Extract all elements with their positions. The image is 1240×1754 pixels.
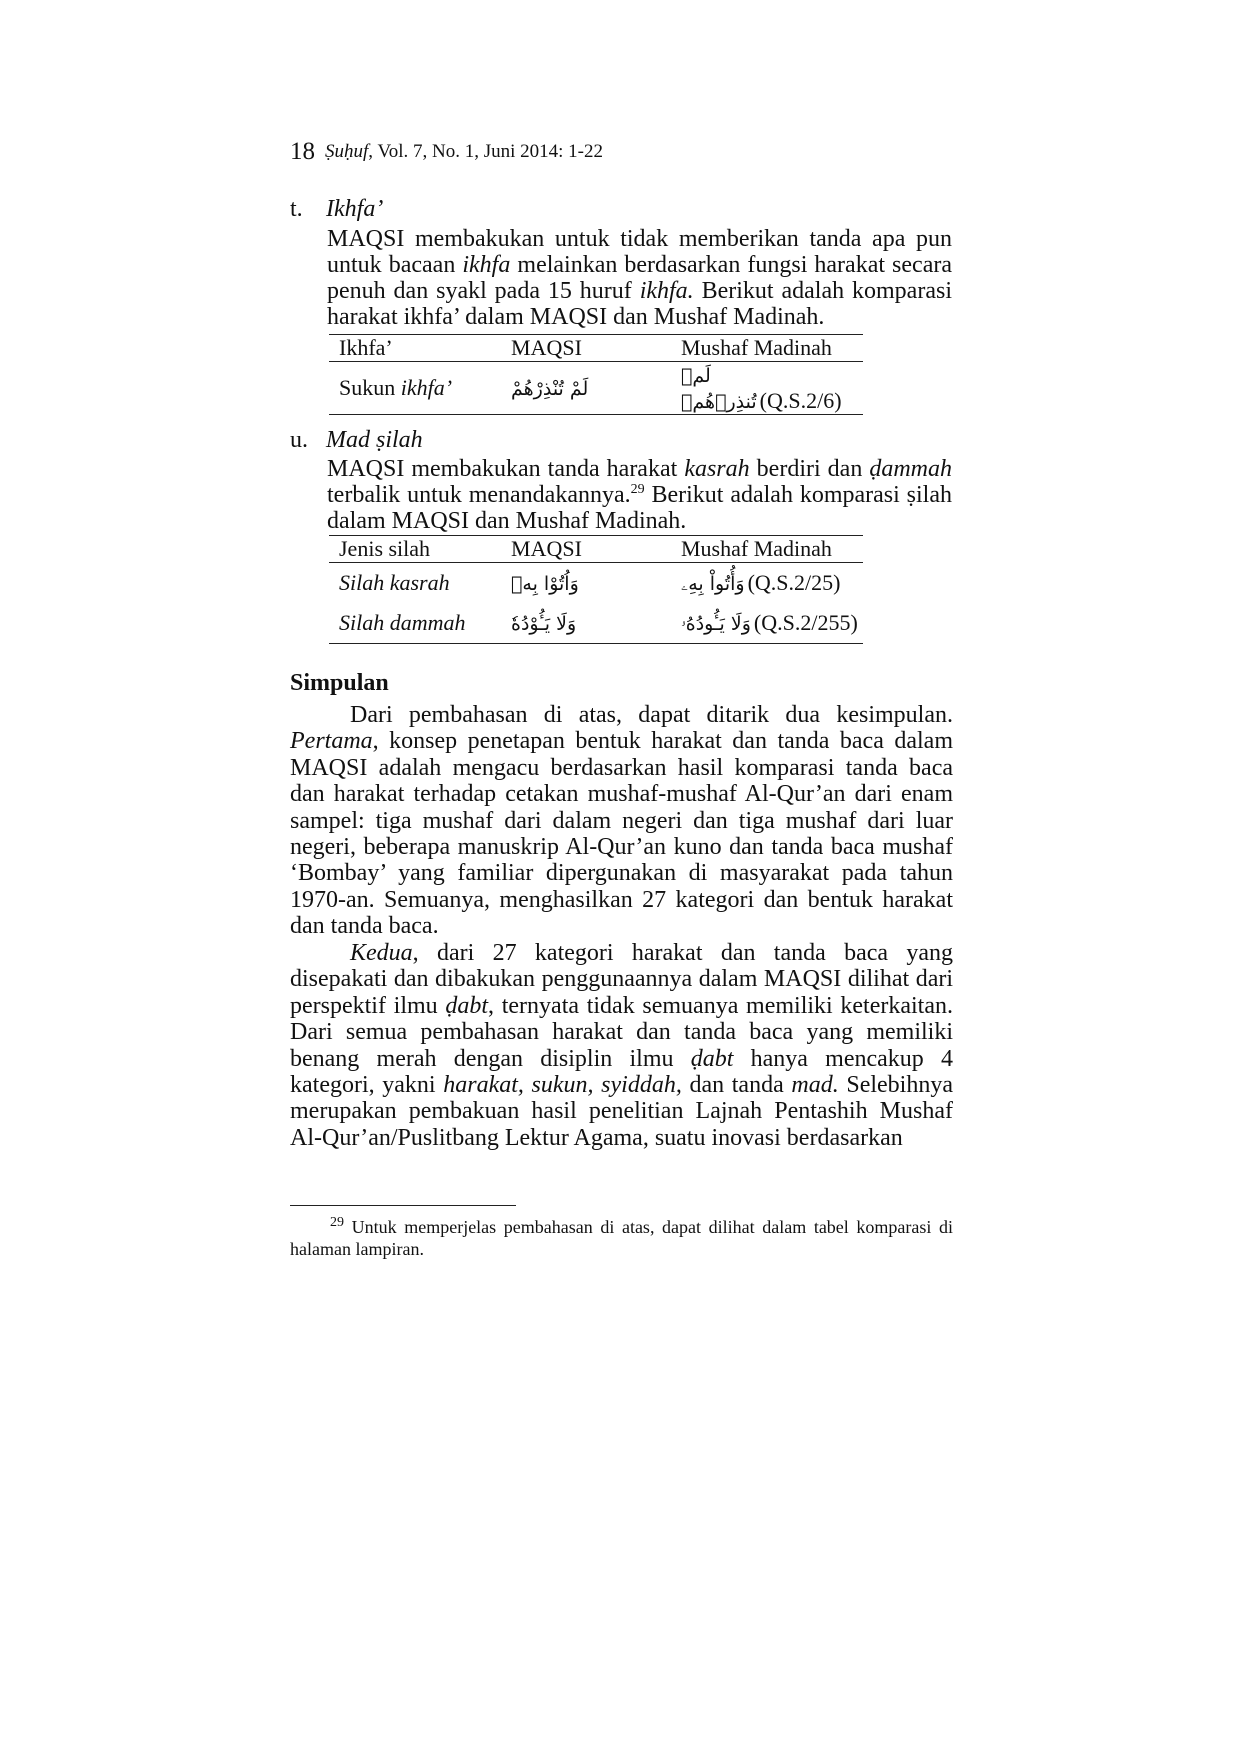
- verse-reference: (Q.S.2/6): [759, 388, 842, 413]
- ikhfa-comparison-table: [329, 334, 863, 415]
- row-label: [329, 362, 501, 415]
- text-run: Berikut adalah komparasi harakat ikhfa’ dalam MAQSI dan Mushaf Madinah.: [327, 278, 952, 330]
- italic-term: mad.: [791, 1072, 839, 1099]
- table-row: [329, 563, 863, 604]
- table-row: [329, 603, 863, 644]
- item-t-heading: [290, 196, 383, 223]
- footnote-text: Untuk memperjelas pembahasan di atas, dapat dilihat dalam tabel komparasi di halaman lampiran.: [290, 1217, 953, 1259]
- verse-reference: (Q.S.2/25): [747, 570, 841, 595]
- item-u-paragraph: [327, 456, 952, 534]
- footnote: [290, 1216, 953, 1260]
- text-run: dan tanda: [681, 1072, 792, 1099]
- arabic-text: وَأُتُواْ بِهِۦ: [681, 573, 745, 595]
- maqsi-cell: [501, 563, 671, 604]
- footnote-marker[interactable]: 29: [630, 482, 645, 497]
- italic-term: ikhfa.: [639, 278, 694, 304]
- madinah-cell: [671, 362, 863, 415]
- column-header: Mushaf Madinah: [671, 536, 863, 563]
- table-row: [329, 362, 863, 415]
- italic-term: Kedua: [350, 940, 413, 966]
- item-t-paragraph: [327, 226, 952, 330]
- column-header: Jenis silah: [329, 536, 501, 563]
- text-run: terbalik untuk menandakannya.: [327, 482, 631, 508]
- maqsi-cell: [501, 603, 671, 644]
- text-run: , dari 27 kategori harakat dan tanda baca yang disepakati dan dibakukan penggunaannya dalam MAQSI dilihat dari perspektif ilmu: [290, 940, 953, 1019]
- italic-term: ḍammah: [869, 456, 953, 482]
- text-run: melainkan berdasarkan fungsi harakat secara penuh dan syakl pada 15 huruf: [327, 252, 953, 304]
- italic-term: ikhfa: [462, 252, 511, 278]
- column-header: Mushaf Madinah: [671, 335, 863, 362]
- silah-comparison-table: [329, 535, 863, 644]
- text-run: MAQSI membakukan untuk tidak memberikan tanda apa pun untuk bacaan: [327, 226, 952, 278]
- arabic-text: وَلَا يَـُٔوْدُهٗ: [511, 613, 577, 635]
- body-paragraph: [290, 702, 953, 940]
- maqsi-cell: [501, 362, 671, 415]
- page-number: 18: [290, 138, 315, 165]
- italic-term: ḍabt: [690, 1045, 734, 1072]
- text-run: hanya mencakup 4 kategori, yakni: [290, 1045, 953, 1099]
- row-label: Silah kasrah: [339, 570, 450, 595]
- column-header: MAQSI: [501, 536, 671, 563]
- volume-info: , Vol. 7, No. 1, Juni 2014: 1-22: [368, 141, 603, 162]
- text-run: berdiri dan: [749, 456, 870, 482]
- text-run: MAQSI membakukan tanda harakat: [327, 456, 685, 482]
- verse-reference: (Q.S.2/255): [753, 610, 858, 635]
- text-run: Dari pembahasan di atas, dapat ditarik dua kesimpulan.: [350, 702, 953, 728]
- arabic-text: وَاُتُوْا بِهٖ: [511, 573, 579, 595]
- row-label: Silah dammah: [339, 610, 466, 635]
- running-header: [290, 138, 603, 166]
- text-run: Selebihnya merupakan pembakuan hasil penelitian Lajnah Pentashih Mushaf Al-Qur’an/Puslitbang Lektur Agama, suatu inovasi berdasarkan: [290, 1072, 953, 1151]
- journal-name: Ṣuḥuf: [325, 141, 369, 162]
- label-text: Sukun: [339, 375, 401, 400]
- arabic-text: لَمْ تُنْذِرْهُمْ: [511, 378, 589, 400]
- label-italic: ikhfa’: [400, 375, 453, 400]
- italic-term: Pertama: [290, 728, 373, 755]
- italic-term: kasrah: [684, 456, 750, 482]
- section-heading: Simpulan: [290, 670, 389, 696]
- footnote-number: 29: [330, 1215, 344, 1230]
- item-title: Mad ṣilah: [326, 427, 423, 453]
- column-header: Ikhfa’: [329, 335, 501, 362]
- madinah-cell: [671, 603, 863, 644]
- item-title: Ikhfa’: [326, 196, 384, 222]
- madinah-cell: [671, 563, 863, 604]
- item-letter: u.: [290, 427, 308, 453]
- text-run: , ternyata tidak semuanya memiliki keterkaitan. Dari semua pembahasan harakat dan tanda baca yang memiliki benang merah dengan disiplin ilmu: [290, 992, 953, 1072]
- italic-term: ḍabt: [445, 992, 489, 1019]
- footnote-divider: [290, 1205, 516, 1206]
- table-header-row: [329, 536, 863, 563]
- item-u-heading: [290, 427, 423, 454]
- item-letter: t.: [290, 196, 303, 222]
- arabic-text: وَلَا يَـُٔودُهُۥ: [681, 613, 751, 635]
- text-run: Berikut adalah komparasi ṣilah dalam MAQSI dan Mushaf Madinah.: [327, 482, 952, 534]
- column-header: MAQSI: [501, 335, 671, 362]
- arabic-text: لَمۡ تُنذِرۡهُمۡ: [681, 365, 757, 413]
- italic-term: harakat, sukun, syiddah,: [443, 1072, 682, 1099]
- table-header-row: [329, 335, 863, 362]
- text-run: , konsep penetapan bentuk harakat dan tanda baca dalam MAQSI adalah mengacu berdasarkan hasil komparasi tanda baca dan harakat terhadap cetakan mushaf-mushaf Al-Qur’an dari enam sampel: tiga mushaf dari dalam negeri dan tiga mushaf dari luar negeri, beberapa manuskrip Al-Qur’an kuno dan tanda baca mushaf ‘Bombay’ yang familiar dipergunakan di masyarakat pada tahun 1970-an. Semuanya, menghasilkan 27 kategori dan bentuk harakat dan tanda baca.: [290, 728, 953, 940]
- body-paragraph: [290, 940, 953, 1151]
